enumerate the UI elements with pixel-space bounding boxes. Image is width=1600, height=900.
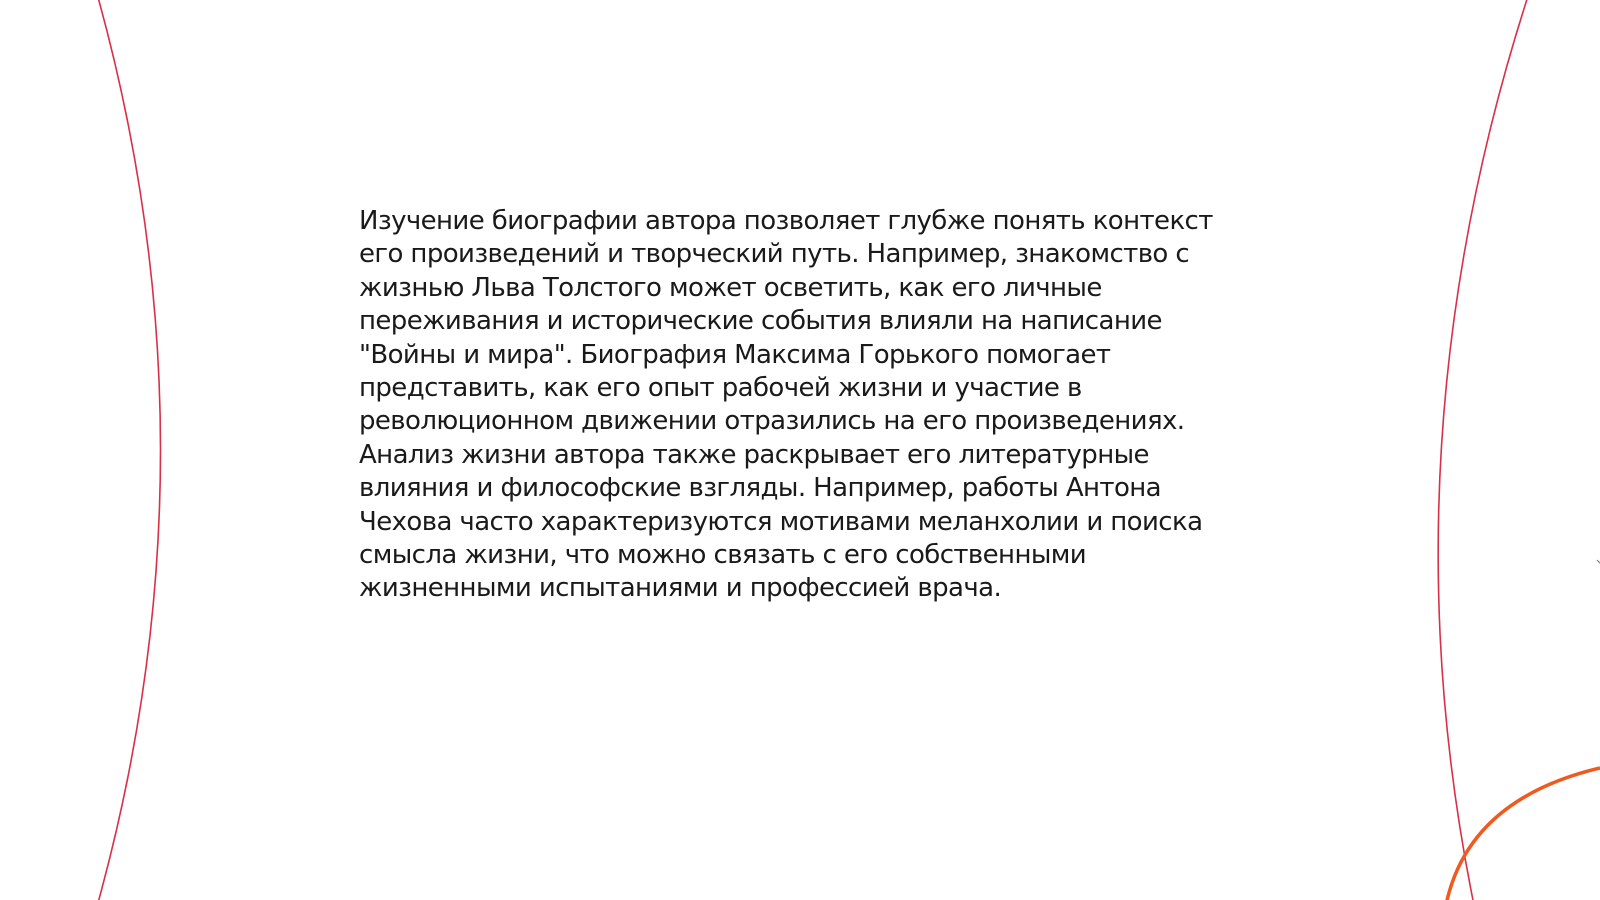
body-paragraph: Изучение биографии автора позволяет глубже понять контекст его произведений и творческий путь. Например, знакомство с жизнью Льва Толстого может осветить, как его личные переживания и исторические события влияли на написание "Войны и мира". Биография Максима Горького помогает представить, как его опыт рабочей жизни и участие в революционном движении отразились на его произведениях. Анализ жизни автора также раскрывает его литературные влияния и философские взгляды. Например, работы Антона Чехова часто характеризуются мотивами меланхолии и поиска смысла жизни, что можно связать с его собственными жизненными испытаниями и профессией врача. [359, 206, 1213, 604]
bottom-right-arc [1445, 768, 1600, 900]
left-curve-line [96, 0, 161, 900]
right-curve-line [1438, 0, 1530, 900]
